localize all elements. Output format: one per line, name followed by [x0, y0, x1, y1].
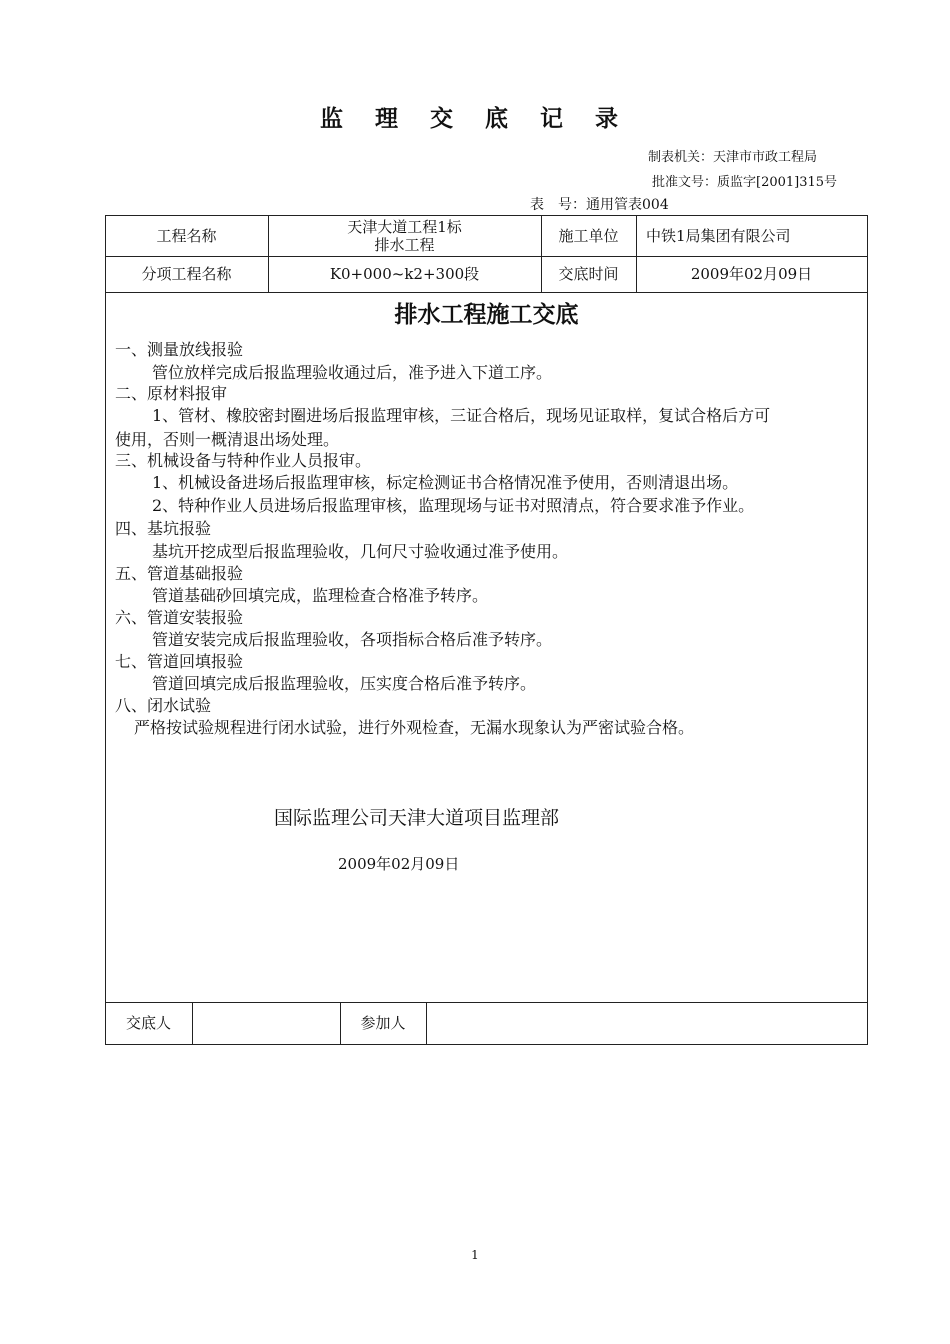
date-value: 2009年02月09日 — [690, 265, 813, 283]
presenter-label: 交底人 — [125, 1014, 171, 1032]
section-6-text: 管道安装完成后报监理验收，各项指标合格后准予转序。 — [152, 630, 553, 649]
page-number: 1 — [471, 1248, 479, 1262]
participant-label: 参加人 — [360, 1014, 406, 1032]
section-3-heading: 三、机械设备与特种作业人员报审。 — [115, 451, 372, 470]
section-7-heading: 七、管道回填报验 — [115, 652, 244, 671]
section-2-text-1: 1、管材、橡胶密封圈进场后报监理审核，三证合格后，现场见证取样，复试合格后方可 — [152, 406, 771, 425]
project-name-line2: 排水工程 — [374, 235, 435, 254]
project-name-value — [268, 215, 541, 256]
approval-info: 批准文号：质监字[2001]315号 — [652, 175, 838, 190]
section-3-text-1: 1、机械设备进场后报监理审核，标定检测证书合格情况准予使用，否则清退出场。 — [152, 473, 739, 492]
project-name-line1: 天津大道工程1标 — [347, 217, 462, 236]
section-7-text: 管道回填完成后报监理验收，压实度合格后准予转序。 — [152, 674, 537, 693]
contractor-value: 中铁1局集团有限公司 — [646, 226, 791, 245]
body-heading: 排水工程施工交底 — [394, 301, 579, 328]
section-6-heading: 六、管道安装报验 — [115, 608, 244, 627]
sub-project-value: K0+000~k2+300段 — [329, 265, 480, 283]
section-5-text: 管道基础砂回填完成，监理检查合格准予转序。 — [152, 586, 489, 605]
section-2-text-2: 使用，否则一概清退出场处理。 — [115, 430, 340, 449]
contractor-label: 施工单位 — [558, 226, 619, 245]
section-2-heading: 二、原材料报审 — [115, 384, 228, 403]
section-1-heading: 一、测量放线报验 — [115, 340, 244, 359]
form-number: 表 号：通用管表004 — [530, 197, 669, 213]
section-3-text-2: 2、特种作业人员进场后报监理审核，监理现场与证书对照清点，符合要求准予作业。 — [152, 496, 755, 515]
section-4-text: 基坑开挖成型后报监理验收，几何尺寸验收通过准予使用。 — [152, 542, 569, 561]
section-1-text: 管位放样完成后报监理验收通过后，准予进入下道工序。 — [152, 363, 553, 382]
section-8-text: 严格按试验规程进行闭水试验，进行外观检查，无漏水现象认为严密试验合格。 — [134, 718, 695, 737]
supervisor-signature: 国际监理公司天津大道项目监理部 — [274, 807, 560, 829]
section-8-heading: 八、闭水试验 — [115, 696, 212, 715]
section-5-heading: 五、管道基础报验 — [115, 564, 244, 583]
sub-project-label: 分项工程名称 — [141, 265, 232, 283]
presenter-value[interactable] — [192, 1002, 340, 1044]
participant-value[interactable] — [426, 1002, 867, 1044]
section-4-heading: 四、基坑报验 — [115, 519, 212, 538]
document-title: 监 理 交 底 记 录 — [319, 105, 631, 132]
issuer-info: 制表机关：天津市市政工程局 — [648, 150, 818, 165]
signature-date: 2009年02月09日 — [338, 855, 460, 873]
date-label: 交底时间 — [558, 265, 619, 283]
project-name-label: 工程名称 — [156, 226, 217, 245]
